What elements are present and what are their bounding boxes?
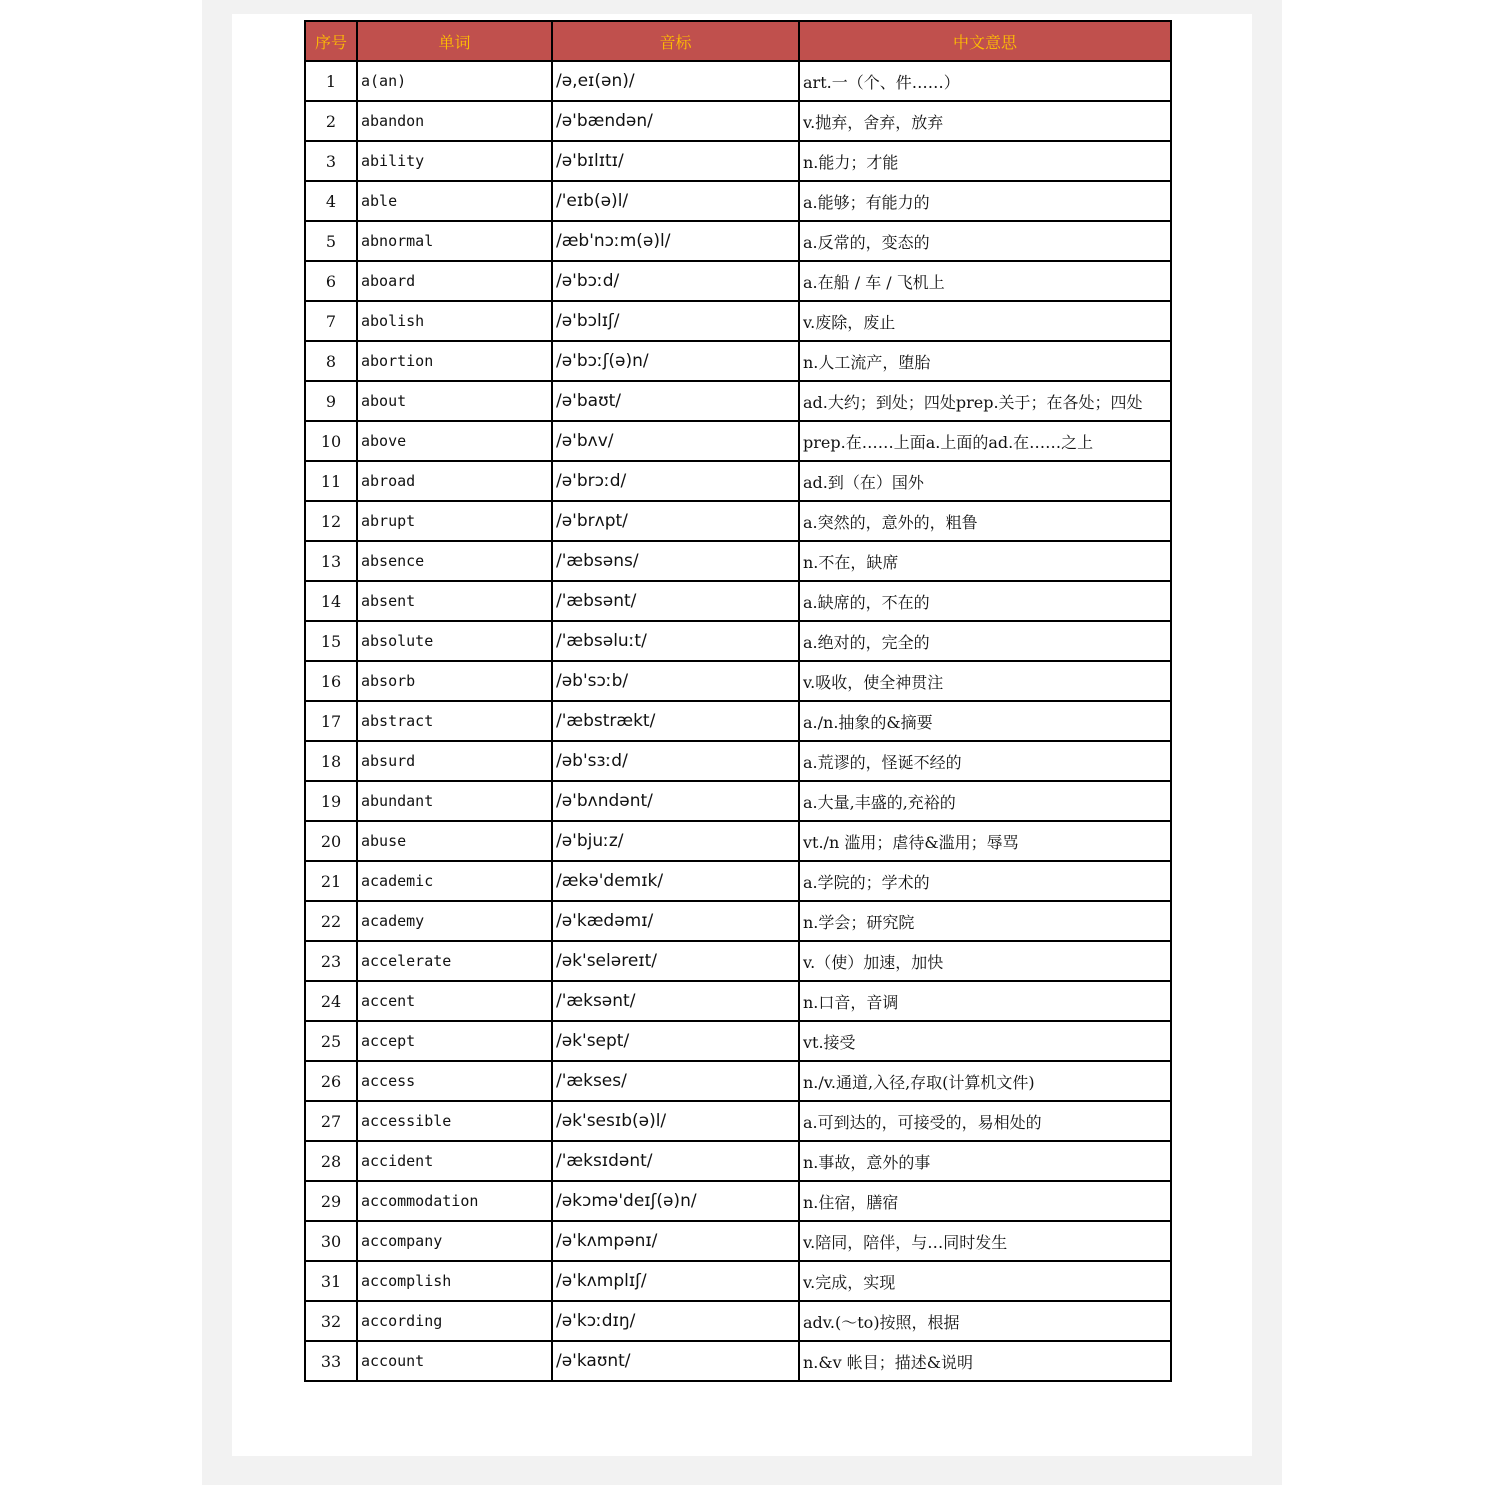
row-index: 32: [305, 1301, 357, 1341]
table-row: [305, 421, 1171, 461]
word-cell: abrupt: [357, 501, 552, 541]
word-cell: about: [357, 381, 552, 421]
row-index: 18: [305, 741, 357, 781]
phonetic-cell: /ə'bjuːz/: [552, 821, 799, 861]
row-index: 30: [305, 1221, 357, 1261]
row-index: 8: [305, 341, 357, 381]
table-row: [305, 541, 1171, 581]
word-cell: access: [357, 1061, 552, 1101]
phonetic-cell: /æb'nɔːm(ə)l/: [552, 221, 799, 261]
meaning-cell: a.学院的；学术的: [799, 861, 1171, 901]
phonetic-cell: /ə'brɔːd/: [552, 461, 799, 501]
meaning-cell: a./n.抽象的&摘要: [799, 701, 1171, 741]
table-row: [305, 1181, 1171, 1221]
document-viewer: [202, 0, 1282, 1485]
word-cell: accept: [357, 1021, 552, 1061]
meaning-cell: prep.在……上面a.上面的ad.在……之上: [799, 421, 1171, 461]
word-cell: abundant: [357, 781, 552, 821]
word-cell: abnormal: [357, 221, 552, 261]
row-index: 3: [305, 141, 357, 181]
word-cell: accessible: [357, 1101, 552, 1141]
header-word: 单词: [357, 21, 552, 61]
phonetic-cell: /ə'bɔlɪʃ/: [552, 301, 799, 341]
table-row: [305, 1141, 1171, 1181]
table-row: [305, 1101, 1171, 1141]
table-row: [305, 701, 1171, 741]
meaning-cell: n.能力；才能: [799, 141, 1171, 181]
meaning-cell: ad.大约；到处；四处prep.关于；在各处；四处: [799, 381, 1171, 421]
word-cell: ability: [357, 141, 552, 181]
meaning-cell: v.陪同，陪伴，与…同时发生: [799, 1221, 1171, 1261]
word-cell: abroad: [357, 461, 552, 501]
table-row: [305, 661, 1171, 701]
table-row: [305, 1301, 1171, 1341]
word-cell: accelerate: [357, 941, 552, 981]
row-index: 5: [305, 221, 357, 261]
phonetic-cell: /ək'seləreɪt/: [552, 941, 799, 981]
meaning-cell: a.反常的，变态的: [799, 221, 1171, 261]
word-cell: absent: [357, 581, 552, 621]
document-page: [232, 14, 1252, 1456]
header-phonetic: 音标: [552, 21, 799, 61]
table-row: [305, 381, 1171, 421]
row-index: 11: [305, 461, 357, 501]
row-index: 25: [305, 1021, 357, 1061]
word-cell: accent: [357, 981, 552, 1021]
word-cell: account: [357, 1341, 552, 1381]
word-cell: a(an): [357, 61, 552, 101]
row-index: 15: [305, 621, 357, 661]
word-cell: abolish: [357, 301, 552, 341]
phonetic-cell: /'æksənt/: [552, 981, 799, 1021]
meaning-cell: n.口音，音调: [799, 981, 1171, 1021]
table-row: [305, 981, 1171, 1021]
phonetic-cell: /ək'sesɪb(ə)l/: [552, 1101, 799, 1141]
word-cell: above: [357, 421, 552, 461]
table-row: [305, 781, 1171, 821]
row-index: 4: [305, 181, 357, 221]
word-cell: according: [357, 1301, 552, 1341]
phonetic-cell: /ə'bɔːd/: [552, 261, 799, 301]
meaning-cell: v.（使）加速，加快: [799, 941, 1171, 981]
row-index: 19: [305, 781, 357, 821]
phonetic-cell: /ə'brʌpt/: [552, 501, 799, 541]
meaning-cell: art.一（个、件……）: [799, 61, 1171, 101]
row-index: 10: [305, 421, 357, 461]
table-row: [305, 221, 1171, 261]
phonetic-cell: /'æbstrækt/: [552, 701, 799, 741]
word-cell: abstract: [357, 701, 552, 741]
phonetic-cell: /ə'bændən/: [552, 101, 799, 141]
phonetic-cell: /ə'baʊt/: [552, 381, 799, 421]
meaning-cell: a.缺席的，不在的: [799, 581, 1171, 621]
row-index: 14: [305, 581, 357, 621]
table-row: [305, 821, 1171, 861]
row-index: 16: [305, 661, 357, 701]
phonetic-cell: /ə'bʌv/: [552, 421, 799, 461]
meaning-cell: n.事故，意外的事: [799, 1141, 1171, 1181]
word-cell: abortion: [357, 341, 552, 381]
meaning-cell: vt.接受: [799, 1021, 1171, 1061]
table-row: [305, 741, 1171, 781]
row-index: 22: [305, 901, 357, 941]
word-cell: accommodation: [357, 1181, 552, 1221]
table-row: [305, 61, 1171, 101]
phonetic-cell: /ə'kʌmpənɪ/: [552, 1221, 799, 1261]
meaning-cell: v.抛弃，舍弃，放弃: [799, 101, 1171, 141]
phonetic-cell: /ə'bʌndənt/: [552, 781, 799, 821]
word-cell: accident: [357, 1141, 552, 1181]
table-row: [305, 461, 1171, 501]
table-row: [305, 1221, 1171, 1261]
meaning-cell: n./v.通道,入径,存取(计算机文件): [799, 1061, 1171, 1101]
row-index: 21: [305, 861, 357, 901]
phonetic-cell: /ə,eɪ(ən)/: [552, 61, 799, 101]
table-row: [305, 501, 1171, 541]
phonetic-cell: /'eɪb(ə)l/: [552, 181, 799, 221]
row-index: 26: [305, 1061, 357, 1101]
word-cell: academy: [357, 901, 552, 941]
meaning-cell: n.&v 帐目；描述&说明: [799, 1341, 1171, 1381]
row-index: 1: [305, 61, 357, 101]
table-row: [305, 181, 1171, 221]
meaning-cell: vt./n 滥用；虐待&滥用；辱骂: [799, 821, 1171, 861]
row-index: 27: [305, 1101, 357, 1141]
table-row: [305, 261, 1171, 301]
meaning-cell: n.住宿，膳宿: [799, 1181, 1171, 1221]
row-index: 31: [305, 1261, 357, 1301]
word-cell: accomplish: [357, 1261, 552, 1301]
table-row: [305, 901, 1171, 941]
meaning-cell: n.人工流产，堕胎: [799, 341, 1171, 381]
row-index: 17: [305, 701, 357, 741]
word-cell: abuse: [357, 821, 552, 861]
phonetic-cell: /'æbsənt/: [552, 581, 799, 621]
word-cell: accompany: [357, 1221, 552, 1261]
phonetic-cell: /'æbsəluːt/: [552, 621, 799, 661]
phonetic-cell: /'æbsəns/: [552, 541, 799, 581]
phonetic-cell: /ə'bɪlɪtɪ/: [552, 141, 799, 181]
phonetic-cell: /'æksɪdənt/: [552, 1141, 799, 1181]
vocabulary-table: [304, 20, 1172, 1382]
meaning-cell: a.能够；有能力的: [799, 181, 1171, 221]
table-row: [305, 861, 1171, 901]
table-row: [305, 1261, 1171, 1301]
row-index: 9: [305, 381, 357, 421]
table-row: [305, 1341, 1171, 1381]
table-row: [305, 141, 1171, 181]
table-row: [305, 301, 1171, 341]
word-cell: absolute: [357, 621, 552, 661]
meaning-cell: v.完成，实现: [799, 1261, 1171, 1301]
row-index: 23: [305, 941, 357, 981]
header-index: 序号: [305, 21, 357, 61]
word-cell: absence: [357, 541, 552, 581]
phonetic-cell: /ə'kʌmplɪʃ/: [552, 1261, 799, 1301]
meaning-cell: ad.到（在）国外: [799, 461, 1171, 501]
row-index: 29: [305, 1181, 357, 1221]
table-row: [305, 581, 1171, 621]
table-header-row: [305, 21, 1171, 61]
row-index: 6: [305, 261, 357, 301]
meaning-cell: adv.(～to)按照，根据: [799, 1301, 1171, 1341]
row-index: 33: [305, 1341, 357, 1381]
table-row: [305, 941, 1171, 981]
word-cell: abandon: [357, 101, 552, 141]
meaning-cell: v.吸收，使全神贯注: [799, 661, 1171, 701]
phonetic-cell: /ə'kædəmɪ/: [552, 901, 799, 941]
meaning-cell: a.荒谬的，怪诞不经的: [799, 741, 1171, 781]
row-index: 13: [305, 541, 357, 581]
table-row: [305, 341, 1171, 381]
phonetic-cell: /ækə'demɪk/: [552, 861, 799, 901]
word-cell: absorb: [357, 661, 552, 701]
phonetic-cell: /ək'sept/: [552, 1021, 799, 1061]
row-index: 28: [305, 1141, 357, 1181]
row-index: 7: [305, 301, 357, 341]
phonetic-cell: /'ækses/: [552, 1061, 799, 1101]
meaning-cell: n.学会；研究院: [799, 901, 1171, 941]
header-meaning: 中文意思: [799, 21, 1171, 61]
meaning-cell: v.废除，废止: [799, 301, 1171, 341]
row-index: 20: [305, 821, 357, 861]
table-row: [305, 621, 1171, 661]
word-cell: aboard: [357, 261, 552, 301]
word-cell: absurd: [357, 741, 552, 781]
meaning-cell: a.突然的，意外的，粗鲁: [799, 501, 1171, 541]
phonetic-cell: /ə'bɔːʃ(ə)n/: [552, 341, 799, 381]
phonetic-cell: /ə'kɔːdɪŋ/: [552, 1301, 799, 1341]
meaning-cell: a.可到达的，可接受的，易相处的: [799, 1101, 1171, 1141]
word-cell: academic: [357, 861, 552, 901]
meaning-cell: a.大量,丰盛的,充裕的: [799, 781, 1171, 821]
table-row: [305, 1061, 1171, 1101]
phonetic-cell: /əb'sɔːb/: [552, 661, 799, 701]
phonetic-cell: /ə'kaʊnt/: [552, 1341, 799, 1381]
table-row: [305, 101, 1171, 141]
word-cell: able: [357, 181, 552, 221]
phonetic-cell: /əkɔmə'deɪʃ(ə)n/: [552, 1181, 799, 1221]
phonetic-cell: /əb'sɜːd/: [552, 741, 799, 781]
table-row: [305, 1021, 1171, 1061]
meaning-cell: a.在船 / 车 / 飞机上: [799, 261, 1171, 301]
row-index: 24: [305, 981, 357, 1021]
row-index: 2: [305, 101, 357, 141]
table-body: [305, 61, 1171, 1381]
meaning-cell: a.绝对的，完全的: [799, 621, 1171, 661]
meaning-cell: n.不在，缺席: [799, 541, 1171, 581]
row-index: 12: [305, 501, 357, 541]
